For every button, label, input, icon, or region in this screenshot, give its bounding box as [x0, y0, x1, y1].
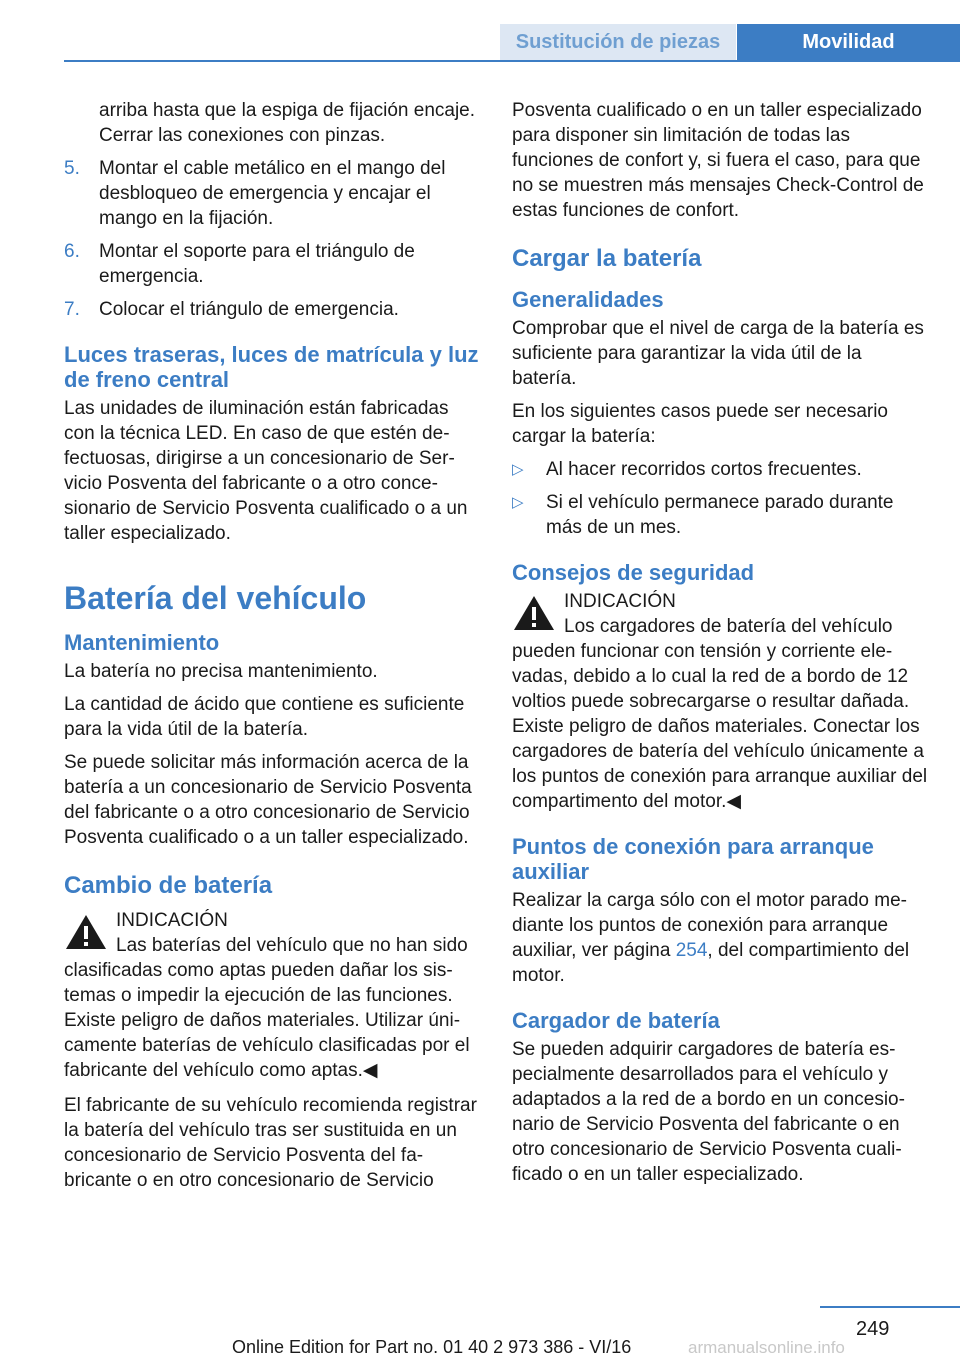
- bullet-marker-icon: ▷: [512, 461, 524, 478]
- warning-block: [512, 589, 930, 814]
- paragraph-cambio: El fabricante de su vehículo recomienda registrar la batería del vehículo tras ser sustituida en un concesionario de Servicio Posventa del fabricante o en otro concesionario de Servicio: [64, 1095, 477, 1191]
- header-rule: [64, 60, 960, 62]
- warning-text: pueden funcionar con tensión y corriente elevadas, debido a lo cual la red de a bordo de 12 voltios puede sobrecargarse o resultar dañada. Existe peligro de daños materiales. Conectar los cargadores de batería del vehículo únicamente a los puntos de conexión para arranque auxiliar del compartimento del motor.◀: [512, 641, 928, 812]
- step-item: [64, 297, 480, 322]
- paragraph-mant-1: La batería no precisa mantenimiento.: [64, 661, 378, 682]
- warning-text: clasificadas como aptas pueden dañar los sistemas o impedir la ejecución de las funciones. Existe peligro de daños materiales. Utilizar únicamente baterías de vehículo clasificadas por el fabricante del vehículo como aptas.◀: [64, 960, 470, 1081]
- heading-consejos: Consejos de seguridad: [512, 560, 755, 585]
- warning-first-line: Los cargadores de batería del vehículo: [564, 616, 893, 637]
- puntos-text-post: , del compartimiento del motor.: [512, 940, 910, 986]
- left-column: [64, 98, 480, 1201]
- step-item: [64, 239, 480, 289]
- heading-bateria: Batería del vehículo: [64, 580, 367, 616]
- heading-cargar: Cargar la batería: [512, 245, 702, 272]
- edition-text: Online Edition for Part no. 01 40 2 973 386 - VI/16: [232, 1337, 632, 1357]
- bullet-item: [512, 457, 930, 482]
- step-number: 5.: [64, 158, 80, 179]
- step-continuation: arriba hasta que la espiga de fijación encaje. Cerrar las conexiones con pinzas.: [99, 100, 476, 146]
- bullet-marker-icon: ▷: [512, 494, 524, 511]
- paragraph-continuation: Posventa cualificado o en un taller especializado para disponer sin limitación de todas las funciones de confort y, si fuera el caso, para que no se muestren más mensajes Check-Control de estas funciones de confort.: [512, 100, 924, 221]
- heading-luces: Luces traseras, luces de matrícula y luz de freno central: [64, 342, 479, 392]
- paragraph-gen-2: En los siguientes casos puede ser necesario cargar la batería:: [512, 401, 889, 447]
- heading-generalidades: Generalidades: [512, 287, 664, 312]
- step-text: Colocar el triángulo de emergencia.: [99, 299, 399, 320]
- page-link-254[interactable]: 254: [675, 940, 708, 961]
- step-text: Montar el soporte para el triángulo de emergencia.: [99, 241, 415, 287]
- puntos-text-pre: Realizar la carga sólo con el motor parado mediante los puntos de conexión para arranque auxiliar, ver página: [512, 890, 907, 961]
- paragraph-mant-3: Se puede solicitar más información acerca de la batería a un concesionario de Servicio Posventa del fabricante o a otro concesionario de Servicio Posventa cualificado o a un taller especializado.: [64, 752, 472, 848]
- bullet-text: Al hacer recorridos cortos frecuentes.: [546, 459, 862, 480]
- bullet-item: [512, 490, 930, 540]
- warning-triangle-icon: [512, 589, 564, 639]
- paragraph-luces: Las unidades de iluminación están fabricadas con la técnica LED. En caso de que estén defectuosas, dirigirse a un concesionario de Servicio Posventa del fabricante o a otro concesionario de Servicio Posventa cualificado o a un taller especializado.: [64, 398, 468, 544]
- warning-label: INDICACIÓN: [116, 910, 228, 931]
- right-column: [512, 98, 930, 1195]
- paragraph-puntos: [512, 888, 930, 988]
- paragraph-mant-2: La cantidad de ácido que contiene es suficiente para la vida útil de la batería.: [64, 694, 465, 740]
- paragraph-cargador: Se pueden adquirir cargadores de batería especialmente desarrollados para el vehículo y adaptados a la red de a bordo en un concesionario de Servicio Posventa del fabricante o en otro concesionario de Servicio Posventa cualificado o en un taller especializado.: [512, 1039, 905, 1185]
- warning-first-line: Las baterías del vehículo que no han sido: [116, 935, 468, 956]
- heading-cambio: Cambio de batería: [64, 872, 273, 899]
- bullet-text: Si el vehículo permanece parado durante más de un mes.: [546, 492, 894, 538]
- heading-cargador: Cargador de batería: [512, 1008, 720, 1033]
- warning-triangle-icon: [64, 908, 116, 958]
- watermark: armanualsonline.info: [688, 1338, 845, 1357]
- heading-puntos: Puntos de conexión para arranque auxiliar: [512, 834, 874, 884]
- tab-chapter: Movilidad: [737, 24, 960, 60]
- step-number: 6.: [64, 241, 80, 262]
- heading-mantenimiento: Mantenimiento: [64, 630, 220, 655]
- page-number: 249: [856, 1318, 890, 1340]
- tab-section: Sustitución de piezas: [500, 24, 736, 60]
- warning-label: INDICACIÓN: [564, 591, 676, 612]
- step-text: Montar el cable metálico en el mango del desbloqueo de emergencia y encajar el mango en la fijación.: [99, 158, 446, 229]
- warning-block: [64, 908, 480, 1083]
- step-item: [64, 156, 480, 231]
- footer-rule: [820, 1306, 960, 1308]
- step-number: 7.: [64, 299, 80, 320]
- paragraph-gen-1: Comprobar que el nivel de carga de la batería es suficiente para garantizar la vida útil de la batería.: [512, 318, 924, 389]
